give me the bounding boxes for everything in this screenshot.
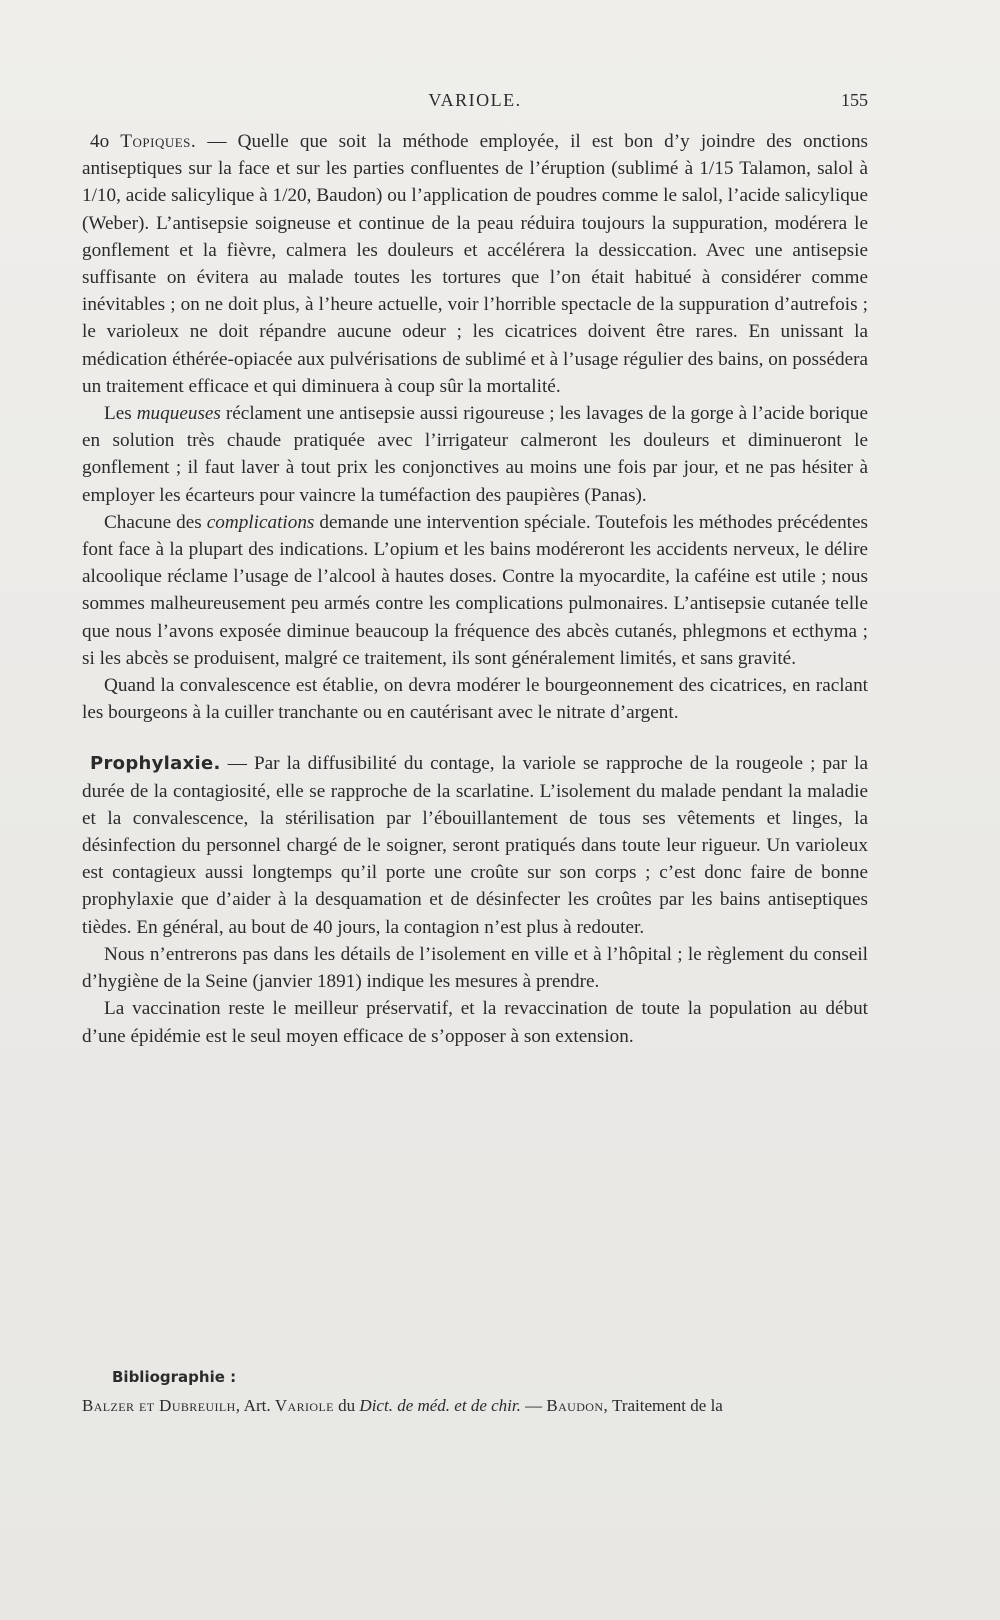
paragraph-vaccination: La vaccination reste le meilleur préservatif, et la revaccination de toute la population au début d’une épidémie est le seul moyen efficace de s’opposer à son extension. <box>82 998 868 1047</box>
author-name: Balzer et Dubreuilh, <box>82 1396 241 1415</box>
page-header <box>82 90 868 118</box>
bibliography-entry <box>82 1396 872 1416</box>
text-run: Art. <box>240 1396 275 1415</box>
text-run: Les <box>104 403 137 425</box>
paragraph-text: — Quelle que soit la méthode employée, il est bon d’y joindre des onctions antiseptiques sur la face et sur les parties confluentes de l’éruption (sublimé à 1/15 Talamon, salol à 1/10, acide salicylique à 1/20, Baudon) ou l’application de poudres comme le salol, l’acide salicylique (Weber). L’antisepsie soigneuse et continue de la peau réduira toujours la suppuration, modérera le gonflement et la fièvre, calmera les douleurs et accélérera la dessiccation. Avec une antisepsie suffisante on évitera au malade toutes les tortures que l’on était habitué à considérer comme inévitables ; on ne doit plus, à l’heure actuelle, voir l’horrible spectacle de la suppuration d’autrefois ; le varioleux ne doit répandre aucune odeur ; les cicatrices doivent être rares. En unissant la médication éthérée-opiacée aux pulvérisations de sublimé et à l’usage régulier des bains, on possédera un traitement efficace et qui diminuera à coup sûr la mortalité. <box>82 131 869 397</box>
paragraph-convalescence: Quand la convalescence est établie, on devra modérer le bourgeonnement des cicatrices, en raclant les bourgeons à la cuiller tranchante ou en cautérisant avec le nitrate d’argent. <box>82 675 868 724</box>
emphasis: muqueuses <box>136 403 221 425</box>
author-name: Baudon, <box>546 1396 609 1415</box>
text-run: — <box>520 1396 547 1415</box>
section-title: Prophylaxie. <box>90 753 221 775</box>
text-run: Chacune des <box>104 511 207 533</box>
paragraph-prophylaxie <box>82 750 868 940</box>
page-number: 155 <box>841 90 868 110</box>
running-head: VARIOLE. <box>428 90 522 110</box>
text-run: du <box>333 1396 360 1415</box>
paragraph-topiques <box>82 128 868 400</box>
section-number: 4o <box>90 131 110 152</box>
body-text <box>82 128 868 1050</box>
emphasis: complications <box>206 511 315 533</box>
paragraph-complications <box>82 509 868 672</box>
section-gap <box>82 726 868 750</box>
paragraph-isolement: Nous n’entrerons pas dans les détails de l’isolement en ville et à l’hôpital ; le règlement du conseil d’hygiène de la Seine (janvier 1891) indique les mesures à prendre. <box>82 943 868 993</box>
text-run: Traitement de la <box>608 1396 723 1415</box>
paragraph-text: — Par la diffusibilité du contage, la variole se rapproche de la rougeole ; par la durée de la contagiosité, elle se rapproche de la scarlatine. L’isolement du malade pendant la maladie et la convalescence, la stérilisation par l’ébouillantement de tous ses vêtements et linges, la désinfection du personnel chargé de le soigner, seront pratiqués dans toute leur rigueur. Un varioleux est contagieux aussi longtemps qu’il porte une croûte sur son corps ; c’est donc faire de bonne prophylaxie que d’aider à la desquamation et de désinfecter les croûtes par les bains antiseptiques tièdes. En général, au bout de 40 jours, la contagion n’est plus à redouter. <box>82 753 868 938</box>
entry-title: Variole <box>274 1396 334 1415</box>
paragraph-muqueuses <box>82 400 868 509</box>
subsection-title: Topiques. <box>120 131 197 152</box>
text-run: réclament une antisepsie aussi rigoureuse ; les lavages de la gorge à l’acide borique en solution très chaude pratiquée avec l’irrigateur calmeront les douleurs et diminueront le gonflement ; il faut laver à tout prix les conjonctives au moins une fois par jour, et ne pas hésiter à employer les écarteurs pour vaincre la tuméfaction des paupières (Panas). <box>82 403 868 506</box>
journal-title: Dict. de méd. et de chir. <box>359 1396 521 1415</box>
text-run: demande une intervention spéciale. Toutefois les méthodes précédentes font face à la plupart des indications. L’opium et les bains modéreront les accidents nerveux, le délire alcoolique réclame l’usage de l’alcool à hautes doses. Contre la myocardite, la caféine est utile ; nous sommes malheureusement peu armés contre les complications pulmonaires. L’antisepsie cutanée telle que nous l’avons exposée diminue beaucoup la fréquence des abcès cutanés, phlegmons et ecthyma ; si les abcès se produisent, malgré ce traitement, ils sont généralement limités, et sans gravité. <box>82 511 868 669</box>
bibliography-heading: Bibliographie : <box>112 1368 237 1386</box>
